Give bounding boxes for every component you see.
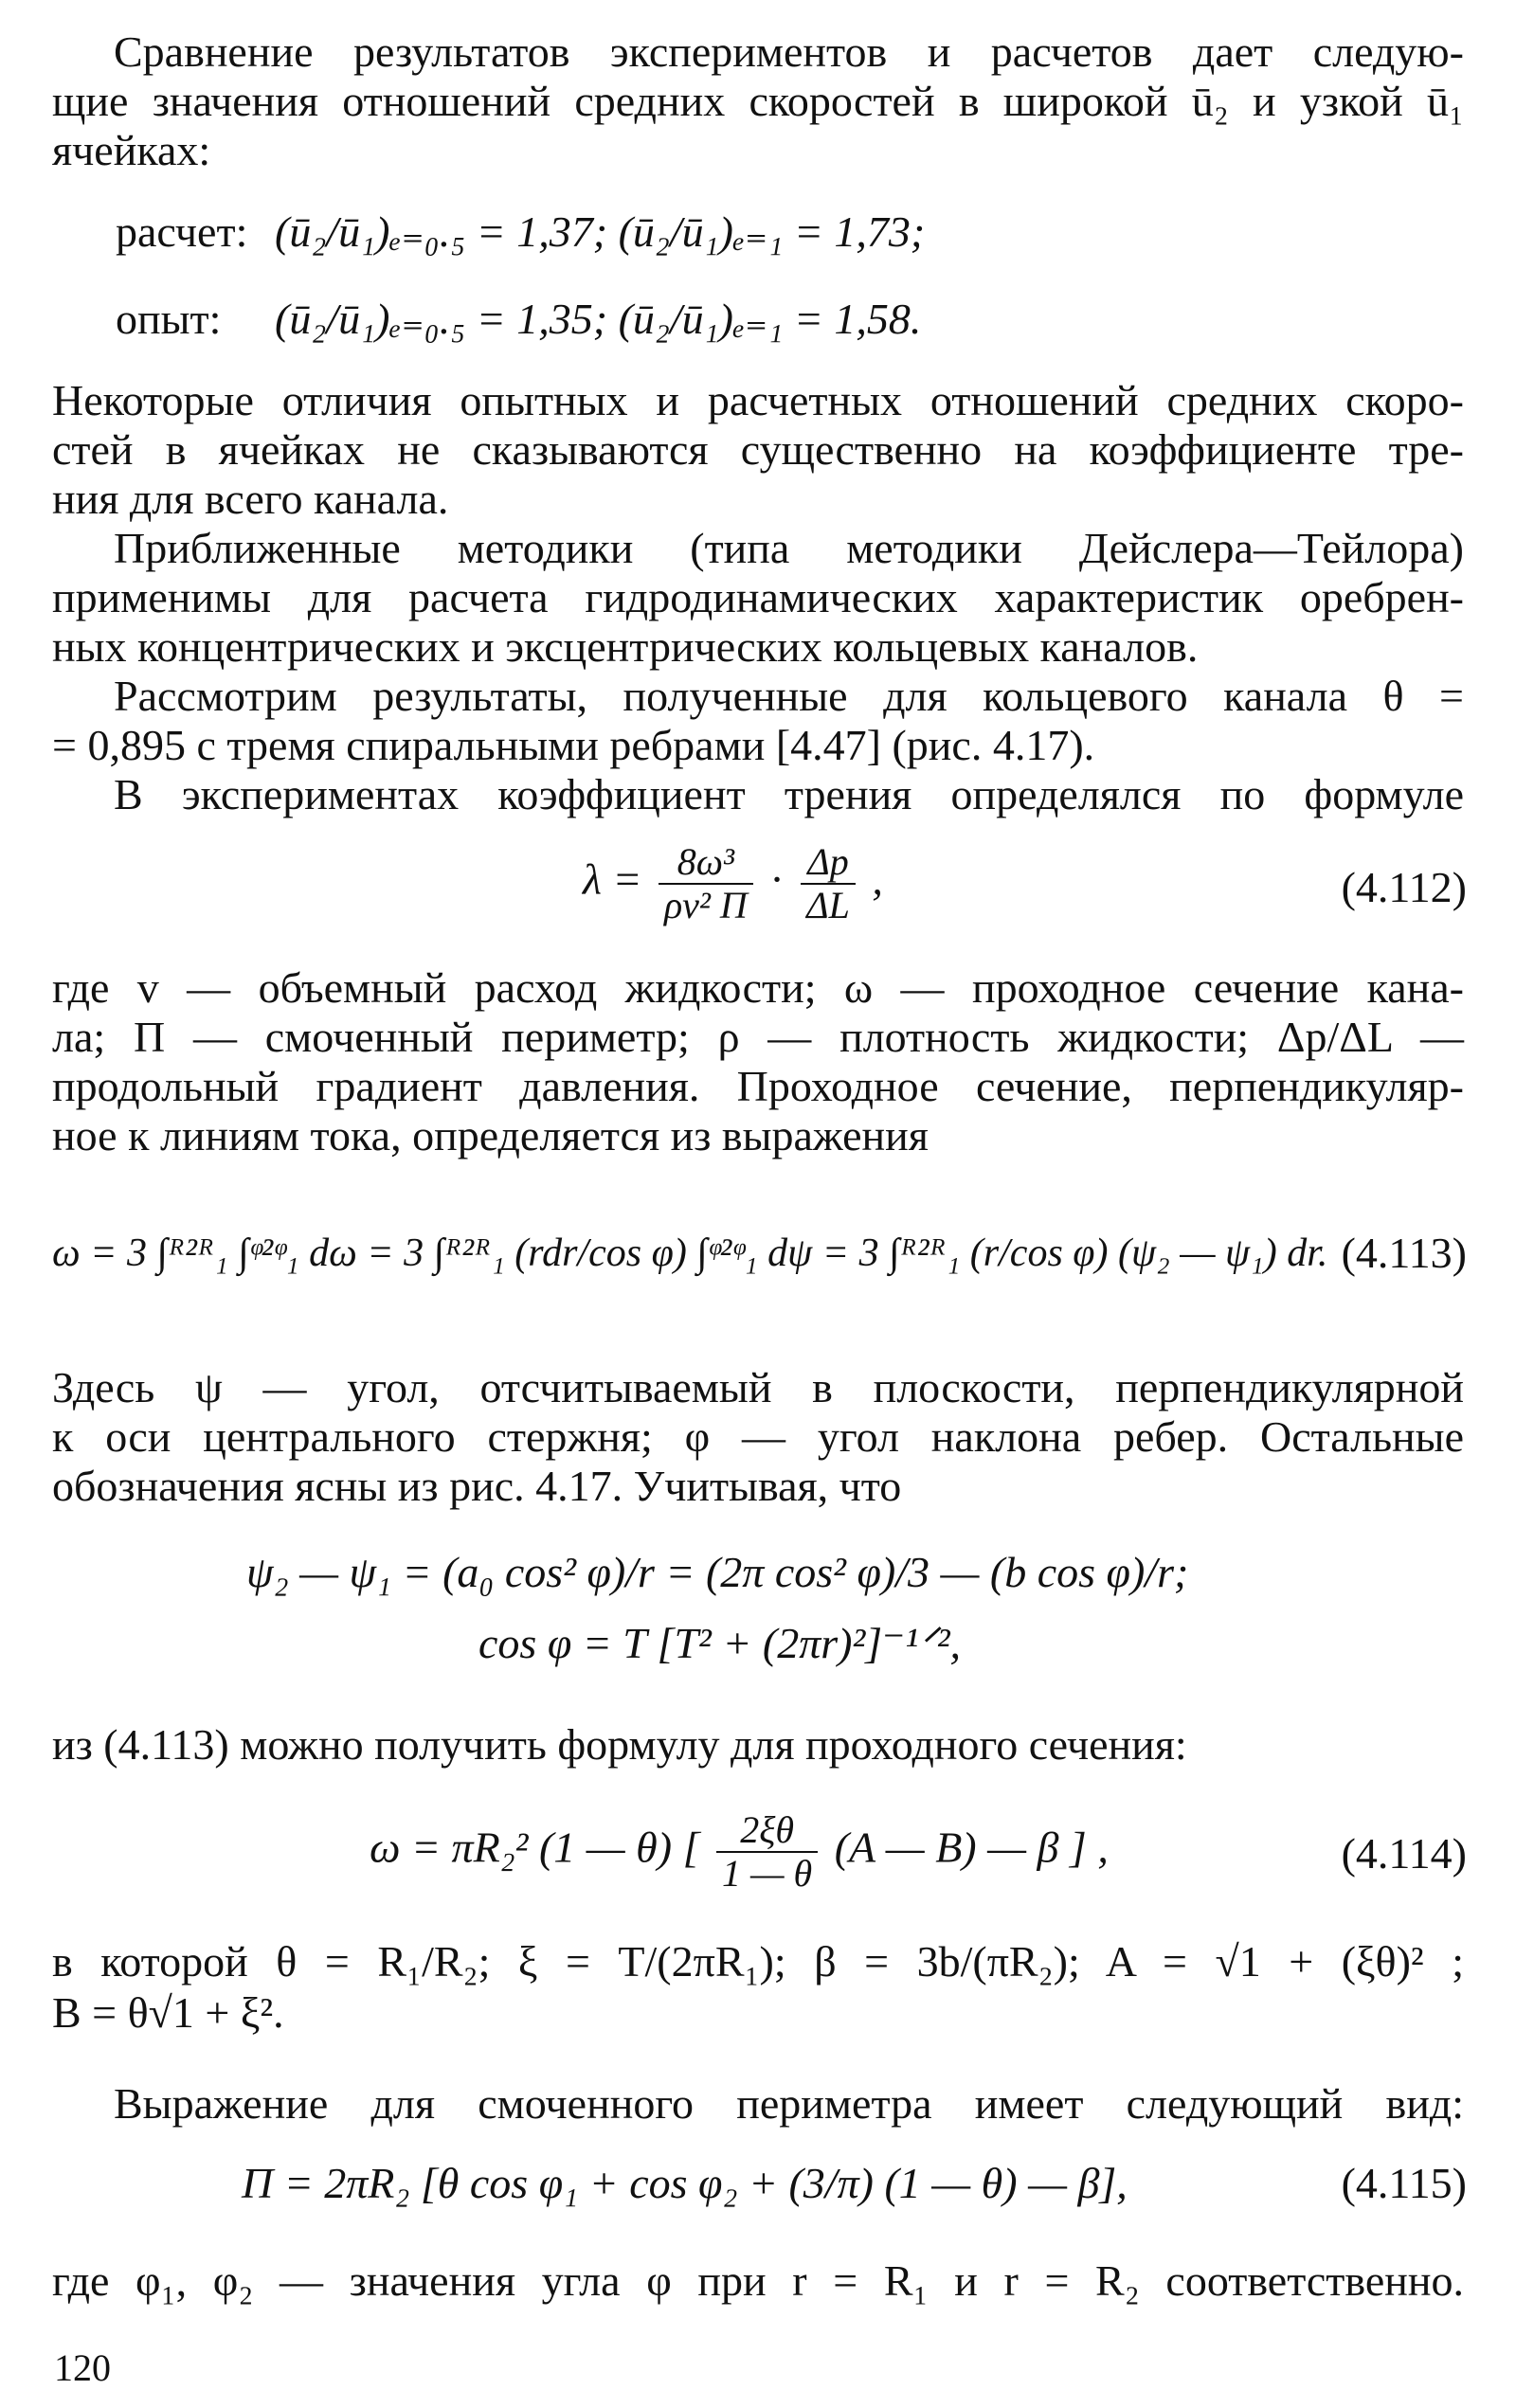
- equation-number: (4.112): [1341, 863, 1467, 911]
- results-calc-label: расчет:: [116, 207, 248, 256]
- equation-number: (4.115): [1341, 2159, 1467, 2207]
- text-line: Здесь ψ — угол, отсчитываемый в плоскости, перпендикулярной: [52, 1363, 1464, 1411]
- text-line: ных концентрических и эксцентрических кольцевых каналов.: [52, 622, 1199, 671]
- text-line: применимы для расчета гидродинамических характеристик оребрен-: [52, 573, 1464, 621]
- eq-dot: ·: [769, 854, 785, 904]
- equation-cos-phi: cos φ = T [T² + (2πr)²]⁻¹ᐟ²,: [478, 1619, 961, 1667]
- text-line: к оси центрального стержня; φ — угол наклона ребер. Остальные: [52, 1412, 1464, 1461]
- text-line: из (4.113) можно получить формулу для проходного сечения:: [52, 1720, 1187, 1769]
- text-line: обозначения ясны из рис. 4.17. Учитывая, что: [52, 1462, 902, 1510]
- text-line: где v — объемный расход жидкости; ω — проходное сечение кана-: [52, 963, 1464, 1012]
- fraction-denominator: ΔL: [806, 884, 850, 926]
- text-line: = 0,895 с тремя спиральными ребрами [4.47] (рис. 4.17).: [52, 721, 1095, 769]
- eq-fraction: [716, 1809, 818, 1895]
- text-line: Выражение для смоченного периметра имеет следующий вид:: [114, 2079, 1464, 2128]
- text-line: щие значения отношений средних скоростей в широкой ū₂ и узкой ū₁: [52, 77, 1464, 125]
- eq-fraction: [801, 841, 856, 926]
- fraction-denominator: 1 — θ: [721, 1852, 813, 1895]
- page-number: 120: [54, 2346, 111, 2389]
- results-exp-values: (ū₂/ū₁)ₑ₌₀.₅ = 1,35; (ū₂/ū₁)ₑ₌₁ = 1,58.: [275, 295, 922, 343]
- equation-4-112: [583, 841, 883, 926]
- text-line: ла; Π — смоченный периметр; ρ — плотность жидкости; Δp/ΔL —: [52, 1013, 1464, 1061]
- equation-psi-difference: ψ₂ — ψ₁ = (a₀ cos² φ)/r = (2π cos² φ)/3 — (b cos φ)/r;: [246, 1548, 1189, 1596]
- text-line: ячейках:: [52, 126, 211, 174]
- equation-4-113: ω = 3 ∫ᴿ²ᴿ₁ ∫ᵠ²ᵠ₁ dω = 3 ∫ᴿ²ᴿ₁ (rdr/cos φ) ∫ᵠ²ᵠ₁ dψ = 3 ∫ᴿ²ᴿ₁ (r/cos φ) (ψ₂ — ψ₁) dr.: [52, 1231, 1328, 1275]
- text-line: ное к линиям тока, определяется из выражения: [52, 1111, 929, 1159]
- text-line: В экспериментах коэффициент трения определялся по формуле: [114, 770, 1464, 818]
- text-line: B = θ√1 + ξ².: [52, 1988, 284, 2037]
- text-line: ния для всего канала.: [52, 475, 449, 523]
- text-line: где φ₁, φ₂ — значения угла φ при r = R₁ и r = R₂ соответственно.: [52, 2256, 1464, 2305]
- text-line: Рассмотрим результаты, полученные для кольцевого канала θ =: [114, 672, 1464, 720]
- text-line: продольный градиент давления. Проходное сечение, перпендикуляр-: [52, 1062, 1464, 1110]
- equation-4-115: Π = 2πR₂ [θ cos φ₁ + cos φ₂ + (3/π) (1 — θ) — β],: [242, 2159, 1128, 2207]
- text-line: в которой θ = R₁/R₂; ξ = T/(2πR₁); β = 3b/(πR₂); A = √1 + (ξθ)² ;: [52, 1937, 1464, 1986]
- equation-number: (4.113): [1341, 1229, 1467, 1277]
- equation-4-114: [370, 1809, 1109, 1895]
- eq-tail: ,: [872, 854, 883, 904]
- eq-lhs: ω = πR₂² (1 — θ) [: [370, 1823, 700, 1872]
- equation-number: (4.114): [1341, 1829, 1467, 1878]
- eq-fraction: [659, 841, 753, 926]
- text-line: Приближенные методики (типа методики Дейслера—Тейлора): [114, 524, 1464, 572]
- eq-lhs: λ =: [583, 854, 642, 904]
- text-line: Сравнение результатов экспериментов и расчетов дает следую-: [114, 27, 1464, 76]
- fraction-numerator: 2ξθ: [716, 1809, 818, 1853]
- fraction-numerator: 8ω³: [659, 841, 753, 885]
- fraction-denominator: ρv² Π: [663, 884, 748, 926]
- text-line: Некоторые отличия опытных и расчетных отношений средних скоро-: [52, 376, 1464, 424]
- eq-rhs: (A — B) — β ] ,: [834, 1823, 1109, 1872]
- results-exp-label: опыт:: [116, 295, 222, 343]
- text-line: стей в ячейках не сказываются существенно на коэффициенте тре-: [52, 425, 1464, 474]
- results-calc-values: (ū₂/ū₁)ₑ₌₀.₅ = 1,37; (ū₂/ū₁)ₑ₌₁ = 1,73;: [275, 207, 926, 256]
- fraction-numerator: Δp: [801, 841, 856, 885]
